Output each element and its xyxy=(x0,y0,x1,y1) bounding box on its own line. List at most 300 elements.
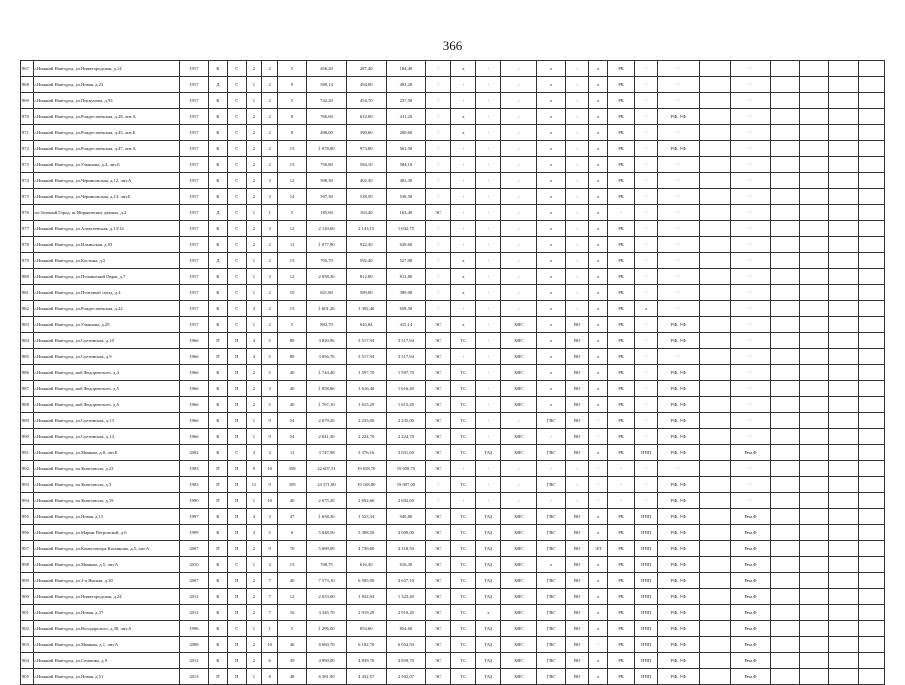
row-number-cell: 892 xyxy=(21,461,34,477)
table-cell: ХВС xyxy=(501,621,537,637)
table-cell: Рем.Ф xyxy=(731,653,771,669)
table-cell: х xyxy=(589,317,608,333)
table-cell: - xyxy=(635,413,658,429)
table-cell: 1 xyxy=(246,317,262,333)
table-cell: 9 xyxy=(262,541,278,557)
table-cell: 2 641,30 xyxy=(307,429,347,445)
table-cell: РФ, УФ xyxy=(658,381,700,397)
table-cell: 12 xyxy=(277,173,306,189)
table-cell: РФ, УФ xyxy=(658,573,700,589)
table-cell: - xyxy=(635,109,658,125)
table-row xyxy=(21,109,885,125)
table-cell: РФ, УФ xyxy=(658,493,700,509)
table-cell: х xyxy=(589,269,608,285)
table-cell: - xyxy=(731,205,771,221)
table-cell: х xyxy=(589,653,608,669)
table-cell: - xyxy=(658,269,700,285)
table-cell: 1997 xyxy=(179,509,208,525)
table-cell xyxy=(858,493,884,509)
table-row xyxy=(21,445,885,461)
table-cell: х xyxy=(589,605,608,621)
table-cell: 4 xyxy=(246,333,262,349)
table-cell: - xyxy=(635,317,658,333)
table-cell: К xyxy=(209,445,228,461)
table-cell: 14 xyxy=(277,189,306,205)
row-number-cell: 879 xyxy=(21,253,34,269)
table-cell: П xyxy=(209,349,228,365)
table-cell: - xyxy=(476,109,501,125)
table-cell: ТС xyxy=(451,637,476,653)
table-cell: - xyxy=(426,61,451,77)
table-cell xyxy=(800,333,829,349)
table-cell xyxy=(829,509,858,525)
table-cell: - xyxy=(476,189,501,205)
table-cell xyxy=(858,461,884,477)
table-cell: 163,40 xyxy=(346,205,386,221)
table-cell xyxy=(699,141,730,157)
table-cell: ГВС xyxy=(536,637,565,653)
address-cell: г.Нижний Новгород, ул.Новая, д.51 xyxy=(33,669,179,685)
table-cell: 5 xyxy=(262,349,278,365)
address-cell: г.Нижний Новгород, ул.Новая, д.15 xyxy=(33,509,179,525)
table-cell: - xyxy=(426,125,451,141)
table-cell xyxy=(858,653,884,669)
table-cell: 584,10 xyxy=(386,157,426,173)
table-cell: - xyxy=(566,157,589,173)
table-cell: РК xyxy=(607,397,634,413)
table-cell: - xyxy=(658,285,700,301)
table-cell: - xyxy=(731,157,771,173)
table-cell: ЭС xyxy=(426,605,451,621)
table-cell xyxy=(800,621,829,637)
table-cell: ЭС xyxy=(426,349,451,365)
table-cell: К xyxy=(209,525,228,541)
table-cell: - xyxy=(566,253,589,269)
address-cell: г.Нижний Новгород, ул.Почтовый съезд, д.4 xyxy=(33,285,179,301)
table-cell: Рем.Ф xyxy=(731,605,771,621)
table-cell: П xyxy=(227,477,246,493)
table-cell: С xyxy=(227,189,246,205)
table-cell: РК xyxy=(607,125,634,141)
table-cell: ГАЗ xyxy=(476,653,501,669)
table-cell: ХВС xyxy=(501,541,537,557)
table-cell: х xyxy=(536,237,565,253)
table-cell: 389,90 xyxy=(386,285,426,301)
table-cell: - xyxy=(635,237,658,253)
table-cell: К xyxy=(209,573,228,589)
table-cell: - xyxy=(566,205,589,221)
table-cell: 411,20 xyxy=(386,109,426,125)
table-cell: ВО xyxy=(566,397,589,413)
table-cell: П xyxy=(209,493,228,509)
table-cell xyxy=(800,557,829,573)
table-cell: ЭС xyxy=(426,589,451,605)
table-cell xyxy=(858,237,884,253)
table-cell: П xyxy=(209,461,228,477)
table-cell: РК xyxy=(607,77,634,93)
table-cell: - xyxy=(566,61,589,77)
table-cell xyxy=(800,77,829,93)
table-cell: ВО xyxy=(566,637,589,653)
table-cell xyxy=(800,429,829,445)
address-cell: г.Нижний Новгород, ул.Алексеевская, д.13/14 xyxy=(33,221,179,237)
table-cell xyxy=(770,253,799,269)
table-cell: - xyxy=(566,477,589,493)
table-cell: 2 143,15 xyxy=(346,221,386,237)
table-cell: С xyxy=(227,205,246,221)
table-cell: 3 031,60 xyxy=(386,445,426,461)
table-cell: - xyxy=(658,301,700,317)
table-cell xyxy=(699,269,730,285)
table-cell xyxy=(829,253,858,269)
table-cell xyxy=(858,109,884,125)
row-number-cell: 880 xyxy=(21,269,34,285)
table-cell: 7 xyxy=(262,605,278,621)
table-cell: ВО xyxy=(566,365,589,381)
table-cell: ВО xyxy=(566,557,589,573)
table-cell: - xyxy=(476,381,501,397)
table-cell xyxy=(858,205,884,221)
table-cell xyxy=(800,413,829,429)
table-cell: - xyxy=(731,397,771,413)
address-cell: г.Нижний Новгород, ул.Рождественская, д.28, лит.А xyxy=(33,109,179,125)
table-cell: 184,40 xyxy=(386,61,426,77)
table-cell: 12 xyxy=(277,221,306,237)
table-cell: х xyxy=(451,109,476,125)
table-cell: - xyxy=(476,397,501,413)
table-cell: 40 xyxy=(277,573,306,589)
table-cell: 2 235,00 xyxy=(386,413,426,429)
table-cell: - xyxy=(566,109,589,125)
table-cell: - xyxy=(501,253,537,269)
table-cell xyxy=(770,365,799,381)
table-cell: - xyxy=(501,61,537,77)
table-cell: - xyxy=(566,189,589,205)
table-cell: - xyxy=(451,173,476,189)
table-cell: ГВС xyxy=(536,621,565,637)
table-cell: РК xyxy=(607,381,634,397)
table-cell: РК xyxy=(607,509,634,525)
table-cell: 1 xyxy=(262,205,278,221)
table-cell: 8 xyxy=(277,109,306,125)
table-cell: 5 xyxy=(262,525,278,541)
table-cell: - xyxy=(451,157,476,173)
table-cell: х xyxy=(536,381,565,397)
table-cell: 287,40 xyxy=(346,61,386,77)
table-cell: Рем.Ф xyxy=(731,445,771,461)
table-cell: 5 xyxy=(277,621,306,637)
table-cell: 1 xyxy=(246,429,262,445)
table-cell: П xyxy=(227,525,246,541)
table-cell: 750,80 xyxy=(307,157,347,173)
table-cell: 2012 xyxy=(179,589,208,605)
table-cell xyxy=(800,93,829,109)
table-cell: х xyxy=(589,77,608,93)
table-cell xyxy=(770,157,799,173)
address-cell: г.Нижний Новгород, ул.Черниговская, д.13, лит.Б xyxy=(33,189,179,205)
table-cell: ТС xyxy=(451,445,476,461)
table-cell: П xyxy=(227,541,246,557)
table-cell: - xyxy=(426,93,451,109)
table-cell: РК xyxy=(607,285,634,301)
table-cell xyxy=(770,173,799,189)
table-cell: 19 658,70 xyxy=(346,461,386,477)
table-cell xyxy=(829,189,858,205)
table-cell: 2 xyxy=(262,237,278,253)
table-cell: ХВС xyxy=(501,589,537,605)
address-cell: г.Нижний Новгород, пл.Комсомола, д.3 xyxy=(33,477,179,493)
table-cell: 2 224,70 xyxy=(346,429,386,445)
table-cell: 1917 xyxy=(179,205,208,221)
table-cell: ХВС xyxy=(501,445,537,461)
table-cell: - xyxy=(566,77,589,93)
table-cell: х xyxy=(589,61,608,77)
table-cell xyxy=(858,269,884,285)
table-cell: ЭС xyxy=(426,381,451,397)
table-cell: 2 679,20 xyxy=(307,413,347,429)
address-cell: г.Нижний Новгород, ул.Суетинская, д.10 xyxy=(33,333,179,349)
table-cell: - xyxy=(426,141,451,157)
table-cell: 3 820,96 xyxy=(307,333,347,349)
table-cell: - xyxy=(426,301,451,317)
table-cell: РК xyxy=(607,333,634,349)
table-cell: 584,10 xyxy=(346,157,386,173)
table-cell xyxy=(829,541,858,557)
table-cell: П xyxy=(227,605,246,621)
table-cell: П xyxy=(227,461,246,477)
table-cell: 1 xyxy=(246,557,262,573)
table-cell xyxy=(770,77,799,93)
row-number-cell: 890 xyxy=(21,429,34,445)
table-cell: 2 xyxy=(246,221,262,237)
address-cell: г.Нижний Новгород, ул.Ульянова, д.4, лит.Б xyxy=(33,157,179,173)
address-cell: г.Нижний Новгород, ул.Рождественская, д.22 xyxy=(33,301,179,317)
table-cell: РФ, УФ xyxy=(658,541,700,557)
table-cell: 1917 xyxy=(179,173,208,189)
table-cell: РФ, УФ xyxy=(658,589,700,605)
table-cell: - xyxy=(476,141,501,157)
table-cell: ТС xyxy=(451,605,476,621)
address-cell: г.Нижний Новгород, ул.Суетинская, д.14 xyxy=(33,429,179,445)
address-cell: г.Нижний Новгород, ул.Новая, д.23 xyxy=(33,77,179,93)
table-cell: К xyxy=(209,109,228,125)
table-cell: К xyxy=(209,413,228,429)
table-cell: 13 xyxy=(277,253,306,269)
table-cell xyxy=(800,653,829,669)
table-cell: 185,60 xyxy=(307,205,347,221)
table-cell: К xyxy=(209,397,228,413)
table-row xyxy=(21,461,885,477)
table-cell: 854,60 xyxy=(386,621,426,637)
address-cell: г.Нижний Новгород, ул.Рождественская, д.47, лит.А xyxy=(33,141,179,157)
table-cell: ЭС xyxy=(426,509,451,525)
table-cell: 46 xyxy=(277,637,306,653)
table-cell: РК xyxy=(607,317,634,333)
table-cell xyxy=(829,77,858,93)
table-cell: - xyxy=(476,93,501,109)
table-cell: - xyxy=(635,77,658,93)
table-cell xyxy=(858,285,884,301)
table-cell xyxy=(829,285,858,301)
table-row xyxy=(21,397,885,413)
table-cell: - xyxy=(658,93,700,109)
address-cell: г.Нижний Новгород, ул.Суетинская, д.9 xyxy=(33,349,179,365)
table-cell: - xyxy=(607,477,634,493)
table-cell: К xyxy=(209,237,228,253)
table-row xyxy=(21,605,885,621)
table-cell: - xyxy=(476,205,501,221)
table-cell: ППП xyxy=(635,589,658,605)
table-cell: 1 296,00 xyxy=(307,621,347,637)
table-cell xyxy=(829,493,858,509)
table-cell: Д xyxy=(209,253,228,269)
table-cell: 7 573,10 xyxy=(307,573,347,589)
table-cell: 2 120,60 xyxy=(307,221,347,237)
table-cell: - xyxy=(658,173,700,189)
table-cell: ТС xyxy=(451,573,476,589)
table-cell: 2 xyxy=(246,589,262,605)
table-cell: - xyxy=(451,301,476,317)
table-cell: - xyxy=(451,77,476,93)
address-cell: г.Нижний Новгород, ул.Нижегородская, д.14 xyxy=(33,61,179,77)
table-cell: х xyxy=(451,253,476,269)
row-number-cell: 898 xyxy=(21,557,34,573)
table-cell xyxy=(829,141,858,157)
table-cell: 6 182,70 xyxy=(346,637,386,653)
table-cell xyxy=(800,317,829,333)
table-cell: - xyxy=(476,157,501,173)
table-cell: - xyxy=(731,429,771,445)
table-cell: РФ, УФ xyxy=(658,365,700,381)
table-cell: - xyxy=(635,157,658,173)
table-cell: х xyxy=(589,589,608,605)
table-cell: РК xyxy=(607,269,634,285)
table-cell: 527,90 xyxy=(386,253,426,269)
table-cell: - xyxy=(501,141,537,157)
table-row xyxy=(21,493,885,509)
table-cell: - xyxy=(658,461,700,477)
table-cell: 2 xyxy=(246,653,262,669)
row-number-cell: 870 xyxy=(21,109,34,125)
table-cell: 2007 xyxy=(179,541,208,557)
table-cell: - xyxy=(501,109,537,125)
table-cell: 2 692,66 xyxy=(346,493,386,509)
table-cell: - xyxy=(731,141,771,157)
table-cell: 23 371,80 xyxy=(307,477,347,493)
table-cell: - xyxy=(476,365,501,381)
table-cell: К xyxy=(209,301,228,317)
table-cell xyxy=(770,205,799,221)
table-cell: Рем.Ф xyxy=(731,589,771,605)
table-row xyxy=(21,509,885,525)
table-cell xyxy=(800,509,829,525)
table-row xyxy=(21,173,885,189)
table-cell xyxy=(699,61,730,77)
table-cell xyxy=(699,253,730,269)
table-cell: РК xyxy=(607,173,634,189)
table-cell: ВО xyxy=(566,445,589,461)
table-cell: - xyxy=(476,349,501,365)
table-cell xyxy=(699,349,730,365)
table-cell xyxy=(699,205,730,221)
table-cell: ЭС xyxy=(426,669,451,685)
table-cell: 597,30 xyxy=(307,189,347,205)
table-cell: С xyxy=(227,317,246,333)
table-cell: 2 xyxy=(246,189,262,205)
table-cell: - xyxy=(658,237,700,253)
table-cell: ГАЗ xyxy=(476,445,501,461)
table-cell: 632,00 xyxy=(346,109,386,125)
table-cell: 2 692,60 xyxy=(386,493,426,509)
table-cell: х xyxy=(536,349,565,365)
table-cell: - xyxy=(501,189,537,205)
table-cell: - xyxy=(501,477,537,493)
table-cell: ЭС xyxy=(426,317,451,333)
table-cell xyxy=(699,77,730,93)
row-number-cell: 872 xyxy=(21,141,34,157)
address-cell: г.Нижний Новгород, ул.Новая, д.37 xyxy=(33,605,179,621)
table-cell: ГВС xyxy=(536,573,565,589)
table-cell xyxy=(858,333,884,349)
table-cell: 2 xyxy=(246,573,262,589)
table-cell: 589,90 xyxy=(346,285,386,301)
table-cell: - xyxy=(589,477,608,493)
table-row xyxy=(21,317,885,333)
table-cell xyxy=(829,301,858,317)
table-cell: 538,50 xyxy=(346,189,386,205)
table-cell: х xyxy=(589,509,608,525)
table-cell: ТС xyxy=(451,557,476,573)
address-cell: г.Нижний Новгород, ул.Пискунова, д.93 xyxy=(33,93,179,109)
table-cell xyxy=(699,157,730,173)
table-cell: 1 767,10 xyxy=(307,397,347,413)
table-cell: х xyxy=(589,221,608,237)
table-cell: 2 xyxy=(246,109,262,125)
table-cell: РФ, УФ xyxy=(658,317,700,333)
table-cell: ГВС xyxy=(536,589,565,605)
table-cell: 3 xyxy=(262,221,278,237)
table-cell: - xyxy=(635,349,658,365)
table-cell xyxy=(829,573,858,589)
table-cell: х xyxy=(589,621,608,637)
table-cell: 589,14 xyxy=(307,77,347,93)
table-cell xyxy=(800,493,829,509)
table-cell: 1917 xyxy=(179,221,208,237)
table-cell: РК xyxy=(607,189,634,205)
table-cell: 2013 xyxy=(179,669,208,685)
table-cell: - xyxy=(426,477,451,493)
table-cell xyxy=(858,253,884,269)
table-cell: - xyxy=(476,317,501,333)
table-cell xyxy=(829,589,858,605)
table-cell: 3 376,16 xyxy=(346,445,386,461)
table-cell: 2 xyxy=(262,61,278,77)
table-cell: 940,80 xyxy=(386,509,426,525)
table-cell xyxy=(829,477,858,493)
table-cell: 10 xyxy=(262,493,278,509)
row-number-cell: 904 xyxy=(21,653,34,669)
table-cell xyxy=(858,573,884,589)
table-cell: - xyxy=(501,173,537,189)
table-cell: ВО xyxy=(566,669,589,685)
table-cell: С xyxy=(227,93,246,109)
table-cell: РК xyxy=(607,349,634,365)
table-cell: П xyxy=(227,637,246,653)
table-cell: 3 345,70 xyxy=(307,605,347,621)
table-cell: ХВС xyxy=(501,333,537,349)
table-cell: ЭС xyxy=(426,445,451,461)
table-cell xyxy=(770,541,799,557)
